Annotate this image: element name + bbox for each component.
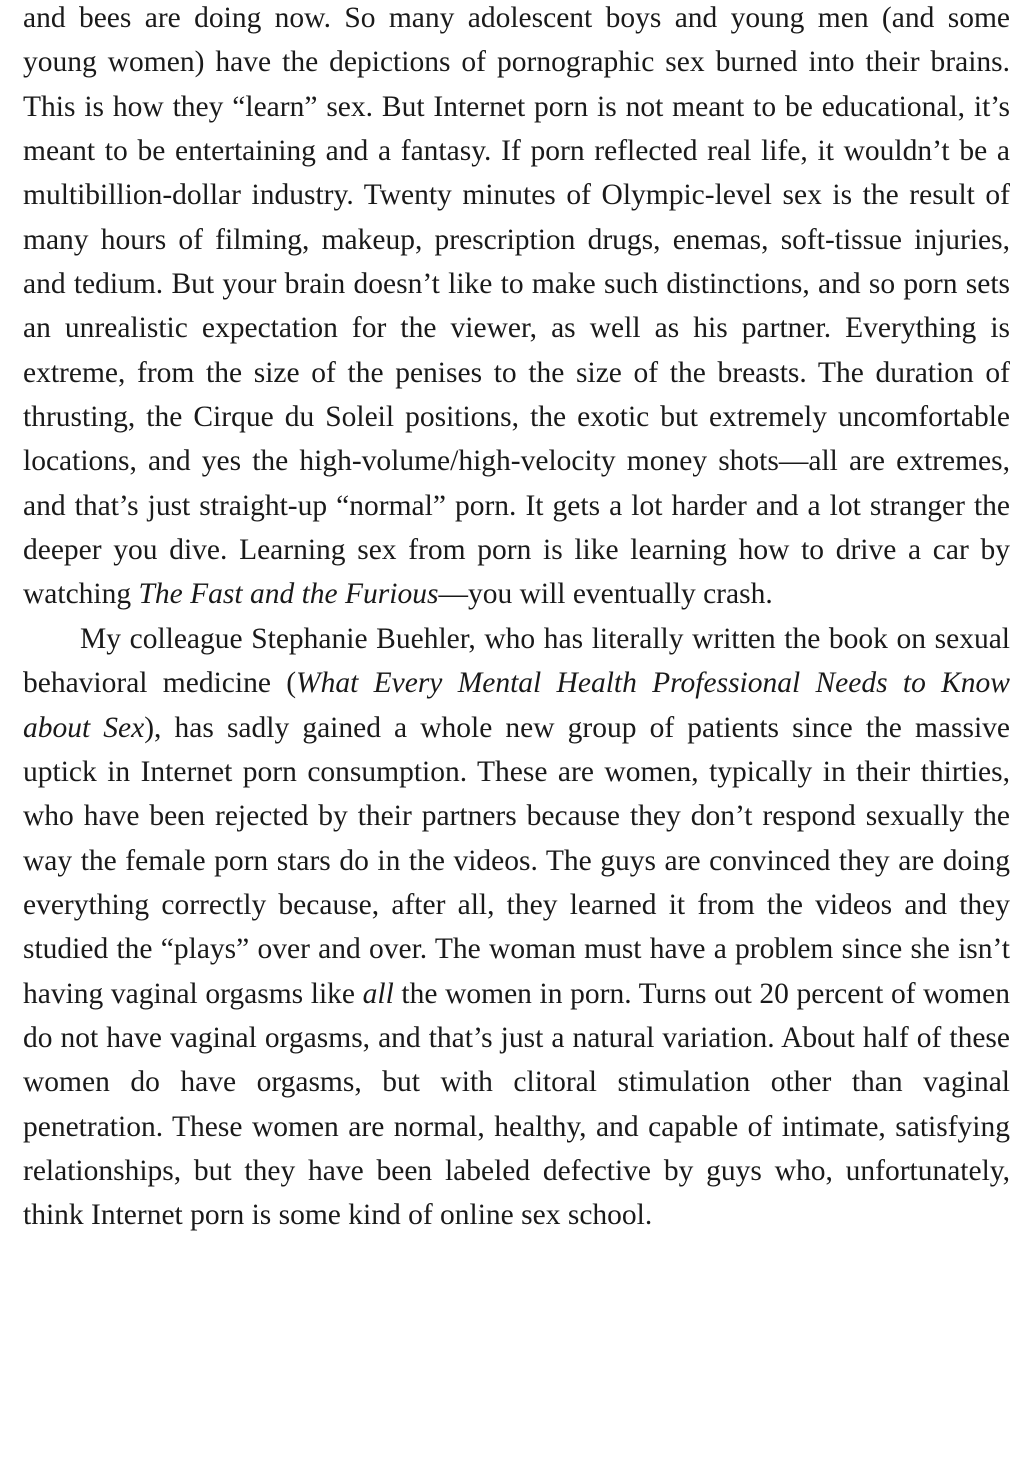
paragraph-2-text-c: the women in porn. Turns out 20 percent of women do not have vaginal orgasms, and that’s just a natural variation. About half of these women do have orgasms, but with clitoral stimulation other than vaginal penetration. These women are normal, healthy, and capable of intimate, satisfying relationships, but they have been labeled defective by guys who, unfortunately, think Internet porn is some kind of online sex school. — [23, 977, 1010, 1232]
paragraph-1-text-a: and bees are doing now. So many adolescent boys and young men (and some young women) have the depictions of pornographic sex burned into their brains. This is how they “learn” sex. But Internet porn is not meant to be educational, it’s meant to be entertaining and a fantasy. If porn reflected real life, it wouldn’t be a multibillion-dollar industry. Twenty minutes of Olympic-level sex is the result of many hours of filming, makeup, prescription drugs, enemas, soft-tissue injuries, and tedium. But your brain doesn’t like to make such distinctions, and so porn sets an unrealistic expectation for the viewer, as well as his partner. Everything is extreme, from the size of the penises to the size of the breasts. The duration of thrusting, the Cirque du Soleil positions, the exotic but extremely uncomfortable locations, and yes the high-volume/high-velocity money shots—all are extremes, and that’s just straight-up “normal” porn. It gets a lot harder and a lot stranger the deeper you dive. Learning sex from porn is like learning how to drive a car by watching — [23, 2, 1010, 611]
paragraph-stephanie-buehler — [23, 617, 1010, 1238]
paragraph-2-text-b: ), has sadly gained a whole new group of patients since the massive uptick in Internet porn consumption. These are women, typically in their thirties, who have been rejected by their partners because they don’t respond sexually the way the female porn stars do in the videos. The guys are convinced they are doing everything correctly because, after all, they learned it from the videos and they studied the “plays” over and over. The woman must have a problem since she isn’t having vaginal orgasms like — [23, 711, 1010, 1010]
film-title-fast-and-furious: The Fast and the Furious — [138, 578, 439, 611]
body-text — [23, 0, 1010, 1238]
paragraph-1-text-b: —you will eventually crash. — [438, 578, 773, 611]
paragraph-porn-as-education — [23, 0, 1010, 617]
book-title-what-every-professional: What Every Mental Health Professional Needs to Know about Sex — [23, 667, 1010, 744]
paragraph-2-text-a: My colleague Stephanie Buehler, who has literally written the book on sexual behavioral medicine ( — [23, 622, 1010, 700]
emphasis-all: all — [362, 977, 394, 1010]
